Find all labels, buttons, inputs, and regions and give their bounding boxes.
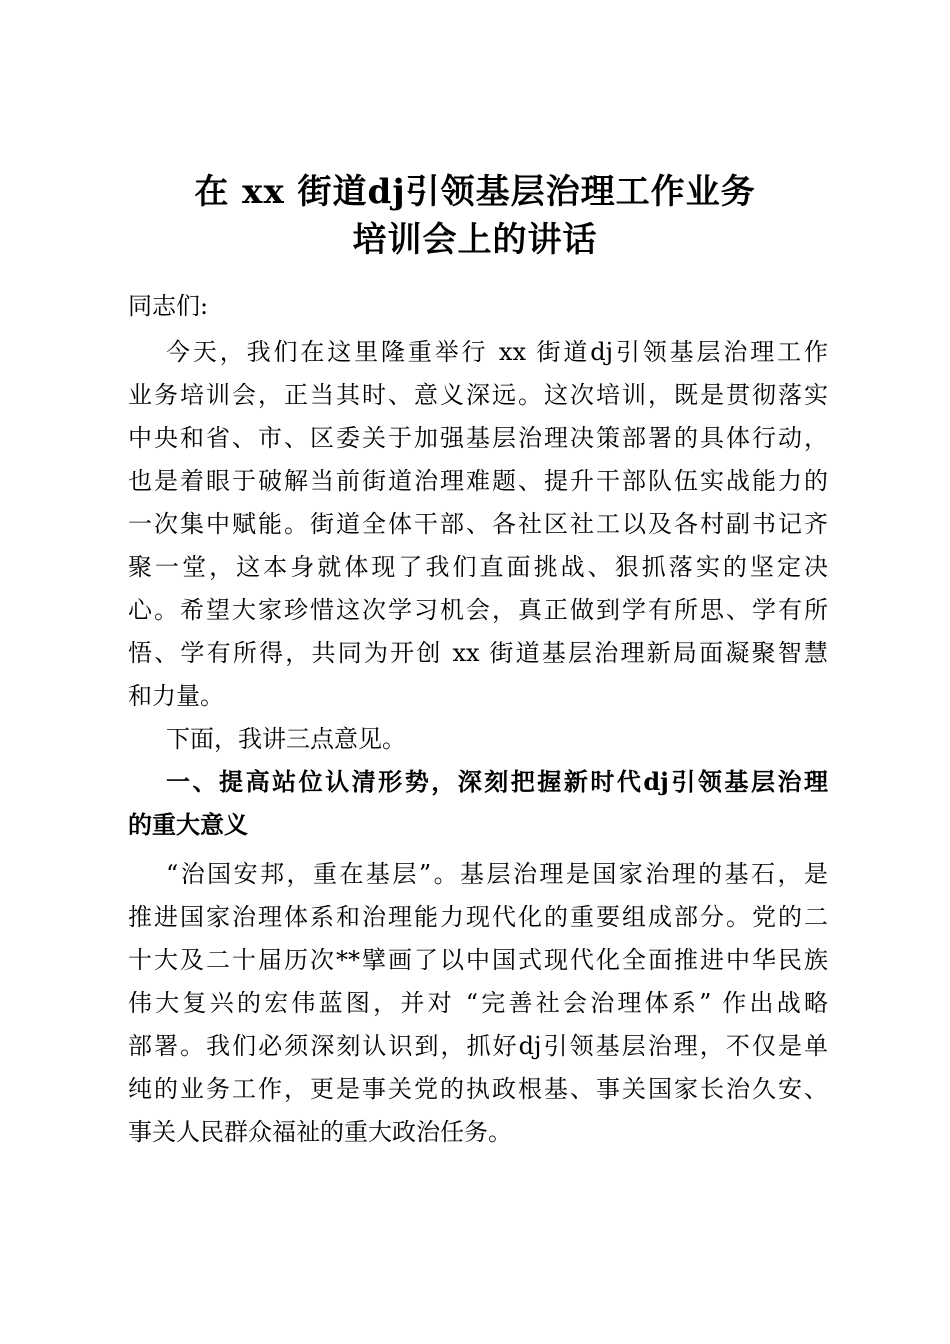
paragraph-line: 推进国家治理体系和治理能力现代化的重要组成部分。党的二	[128, 903, 828, 931]
paragraph-line: 今天，我们在这里隆重举行 xx 街道dj引领基层治理工作	[166, 338, 828, 366]
salutation: 同志们:	[128, 292, 209, 320]
paragraph-line: 中央和省、市、区委关于加强基层治理决策部署的具体行动，	[128, 424, 828, 452]
paragraph-line: 纯的业务工作，更是事关党的执政根基、事关国家长治久安、	[128, 1075, 828, 1103]
section-heading: 的重大意义	[128, 810, 248, 839]
paragraph-line: 部署。我们必须深刻认识到，抓好dj引领基层治理，不仅是单	[128, 1032, 828, 1060]
paragraph-line: 和力量。	[128, 682, 224, 710]
paragraph-line: 聚一堂，这本身就体现了我们直面挑战、狠抓落实的坚定决	[128, 553, 828, 581]
paragraph-line: 一次集中赋能。街道全体干部、各社区社工以及各村副书记齐	[128, 510, 828, 538]
paragraph-line: “治国安邦，重在基层”。基层治理是国家治理的基石，是	[166, 860, 828, 888]
paragraph-line: 业务培训会，正当其时、意义深远。这次培训，既是贯彻落实	[128, 381, 828, 409]
paragraph-line: 下面，我讲三点意见。	[166, 725, 406, 753]
document-title-line-2: 培训会上的讲话	[352, 220, 598, 260]
paragraph-line: 心。希望大家珍惜这次学习机会，真正做到学有所思、学有所	[128, 596, 828, 624]
paragraph-line: 悟、学有所得，共同为开创 xx 街道基层治理新局面凝聚智慧	[128, 639, 828, 667]
document-title-line-1: 在 xx 街道dj引领基层治理工作业务	[194, 172, 756, 212]
paragraph-line: 伟大复兴的宏伟蓝图，并对 “完善社会治理体系” 作出战略	[128, 989, 828, 1017]
paragraph-line: 也是着眼于破解当前街道治理难题、提升干部队伍实战能力的	[128, 467, 828, 495]
section-heading: 一、提高站位认清形势，深刻把握新时代dj引领基层治理	[166, 767, 828, 796]
paragraph-line: 十大及二十届历次**擘画了以中国式现代化全面推进中华民族	[128, 946, 828, 974]
paragraph-line: 事关人民群众福祉的重大政治任务。	[128, 1118, 512, 1146]
